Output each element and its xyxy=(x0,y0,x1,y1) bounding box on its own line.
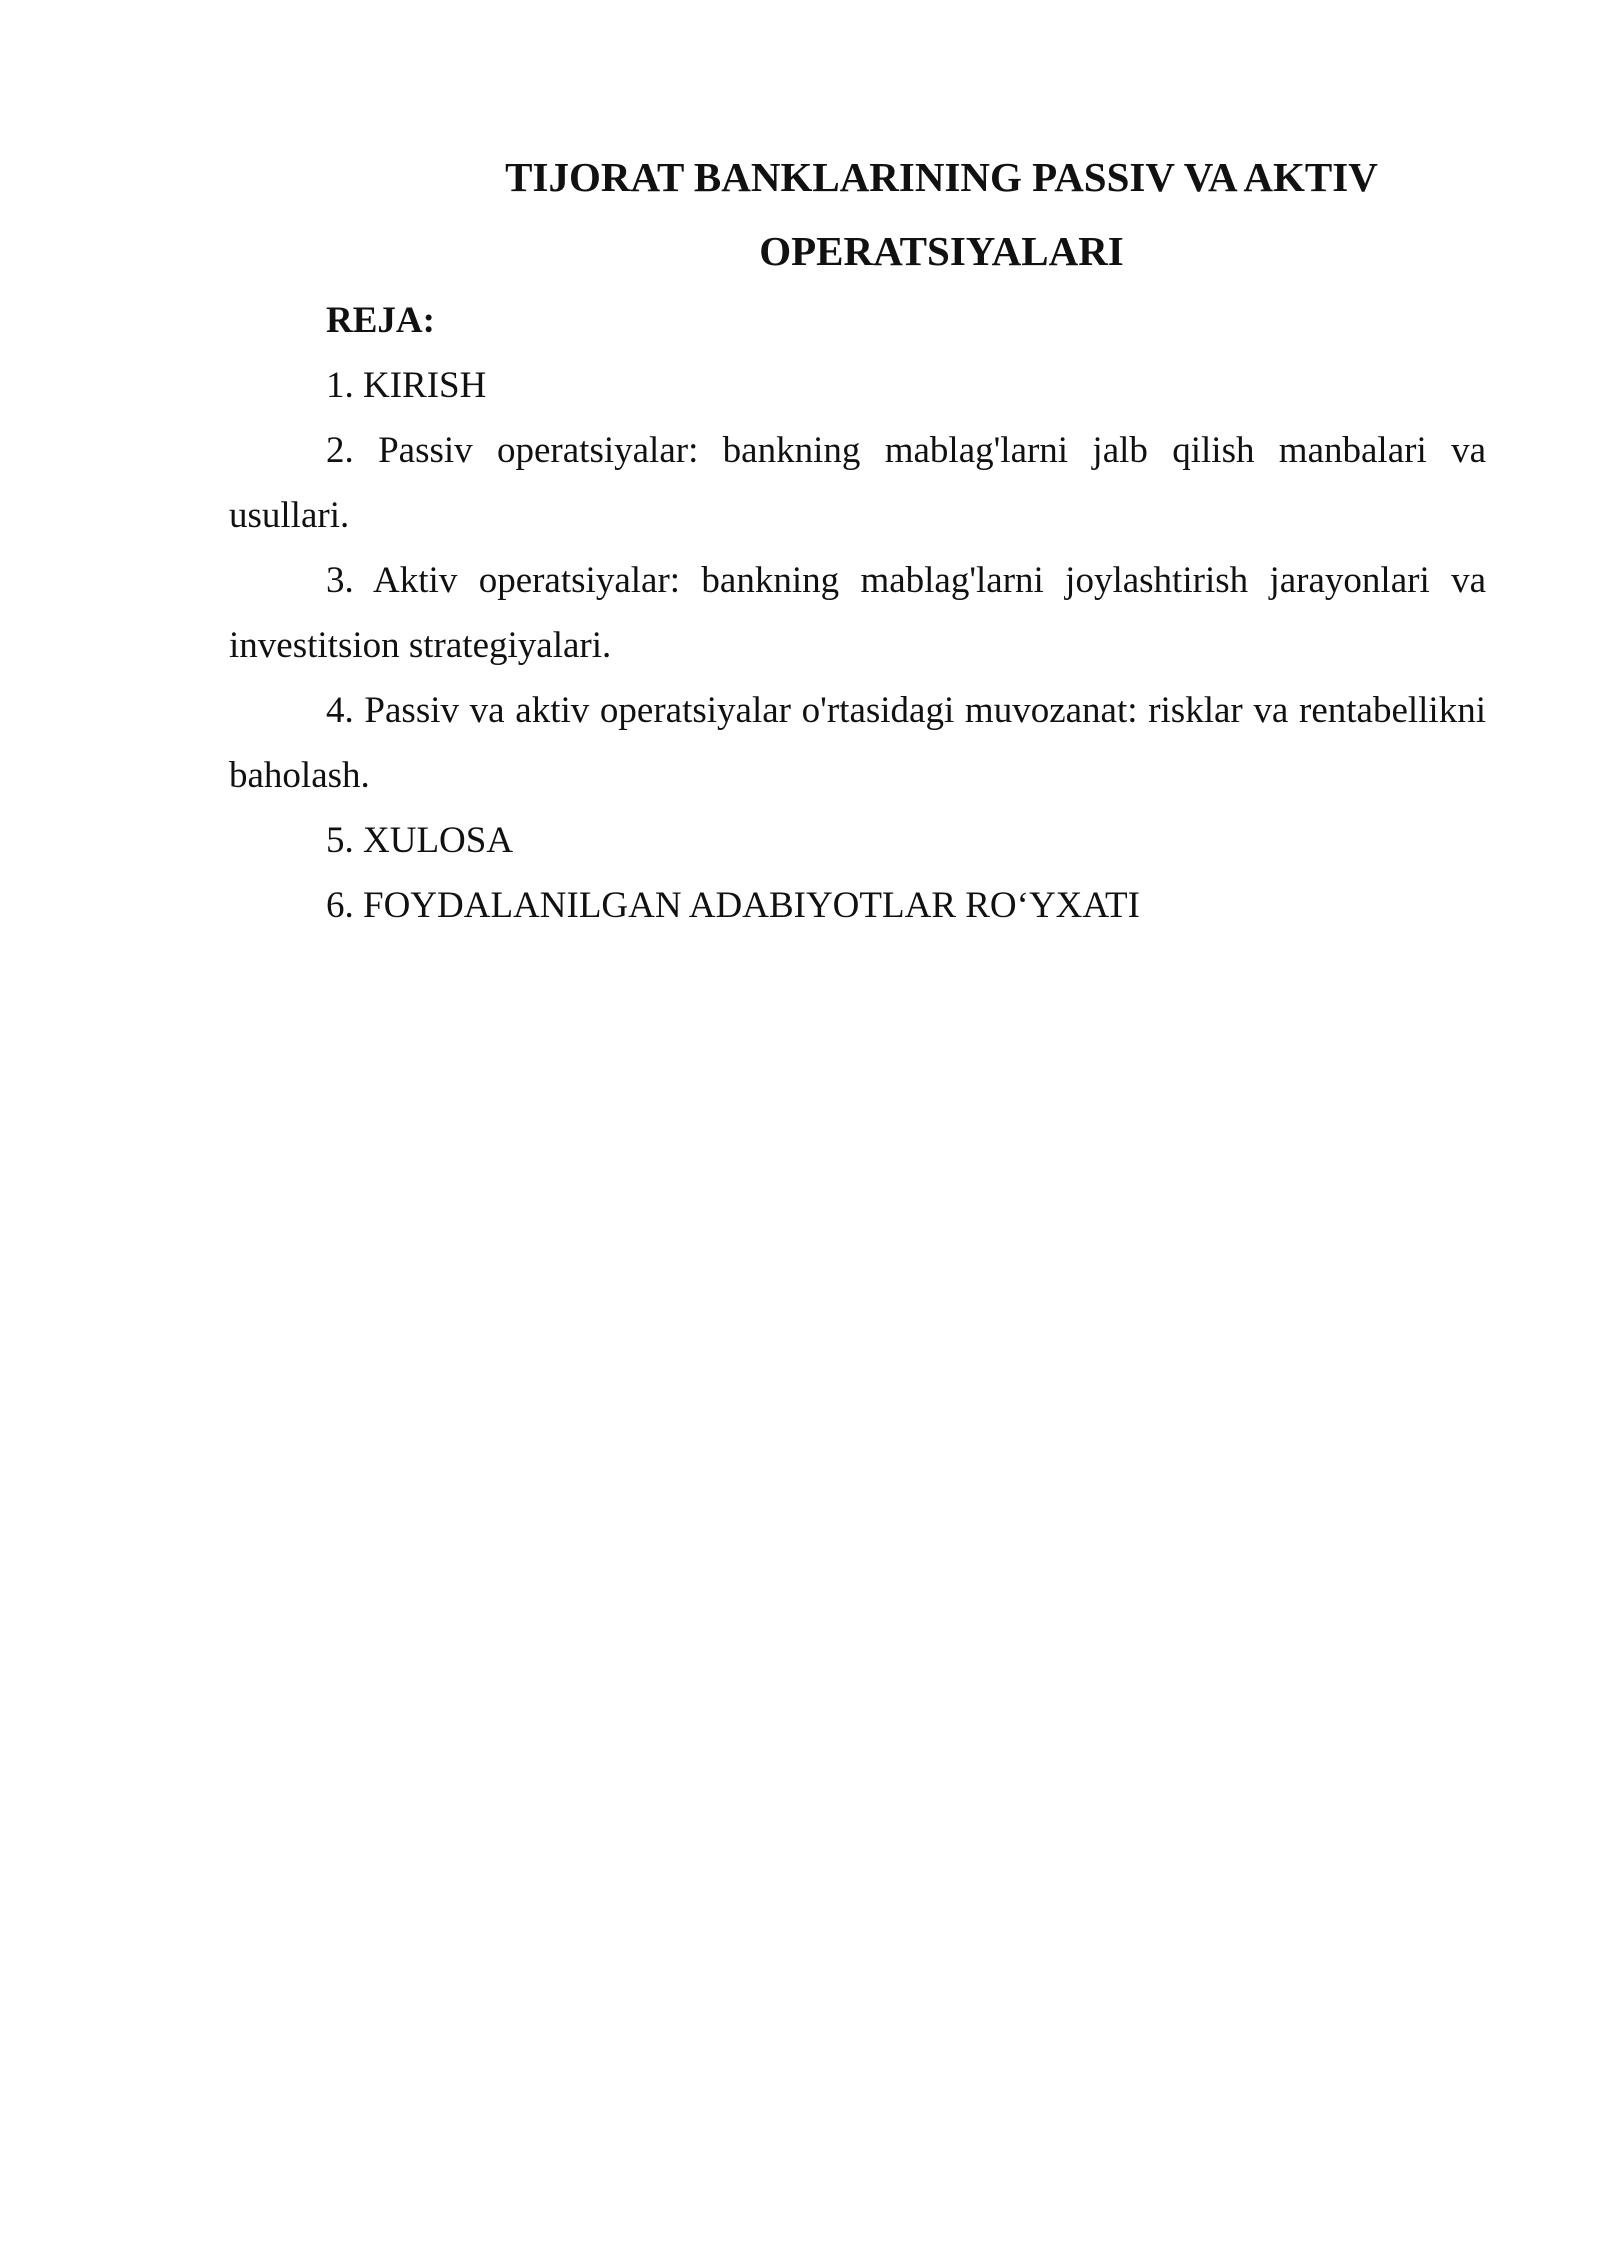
title-line-2: OPERATSIYALARI xyxy=(759,228,1124,274)
page-content xyxy=(229,140,1486,938)
title-line-1: TIJORAT BANKLARINING PASSIV VA AKTIV xyxy=(505,154,1378,200)
plan-item-4: 4. Passiv va aktiv operatsiyalar o'rtasidagi muvozanat: risklar va rentabellikni baholash. xyxy=(229,690,1486,796)
plan-item-6: 6. FOYDALANILGAN ADABIYOTLAR RO‘YXATI xyxy=(326,885,1140,926)
plan-item-2: 2. Passiv operatsiyalar: bankning mablag'larni jalb qilish manbalari va usullari. xyxy=(229,430,1486,536)
document-title xyxy=(229,140,1486,288)
plan-heading: REJA: xyxy=(326,300,435,341)
plan-item-3: 3. Aktiv operatsiyalar: bankning mablag'larni joylashtirish jarayonlari va investitsion strategiyalari. xyxy=(229,560,1486,666)
plan-item-5: 5. XULOSA xyxy=(326,820,514,861)
plan-item-1: 1. KIRISH xyxy=(326,365,487,406)
